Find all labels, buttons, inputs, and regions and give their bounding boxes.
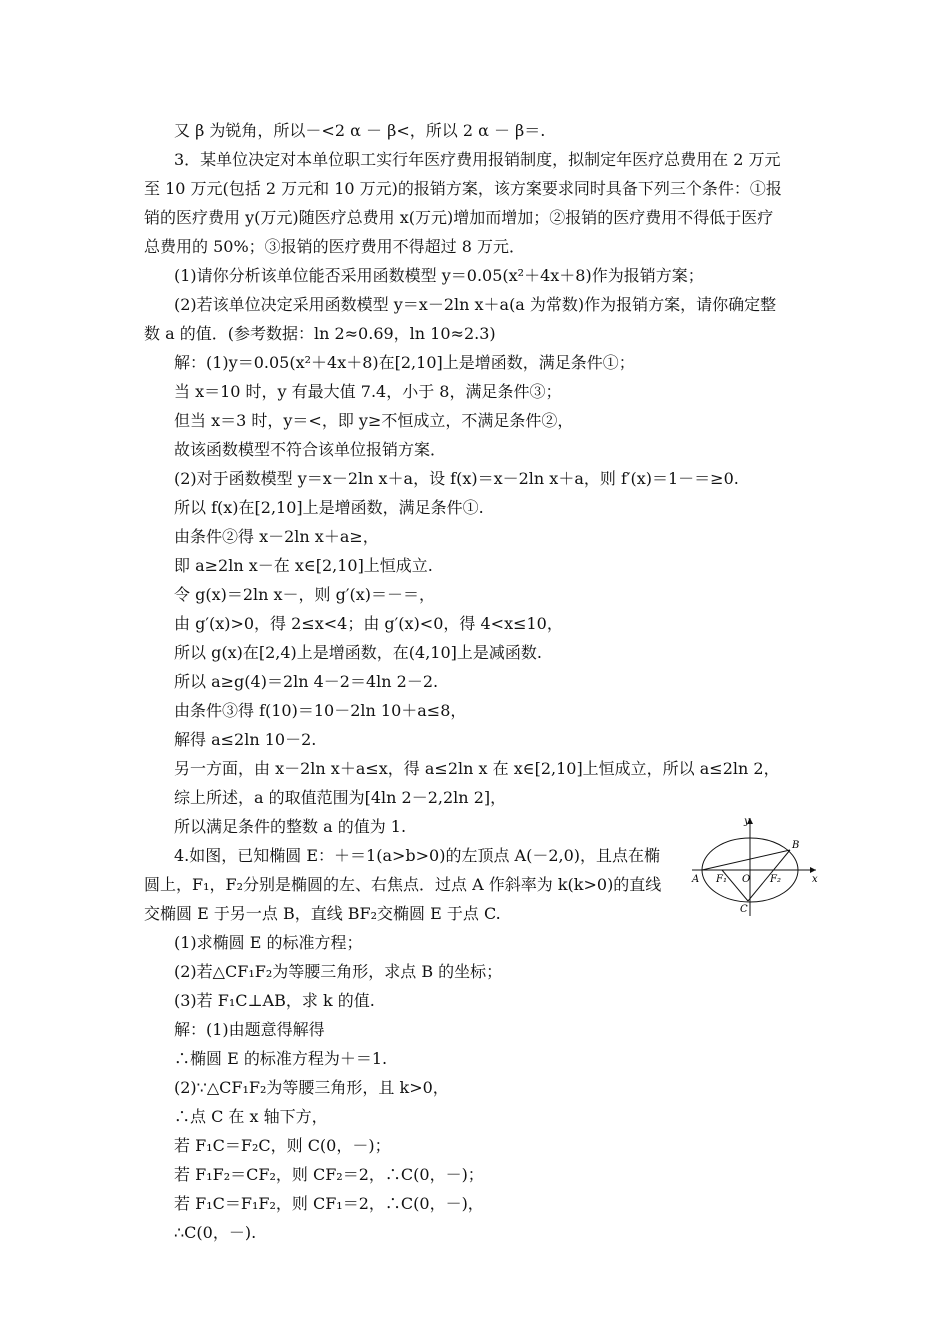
point-F2-label: F₂ <box>770 874 781 885</box>
question-line: (1)请你分析该单位能否采用函数模型 y＝0.05(x²＋4x＋8)作为报销方案； <box>174 266 704 285</box>
problem-3-line: 销的医疗费用 y(万元)随医疗总费用 x(万元)增加而增加；②报销的医疗费用不得低于医疗 <box>144 208 774 227</box>
ellipse-figure <box>690 810 820 918</box>
solution-line: 当 x＝10 时，y 有最大值 7.4，小于 8，满足条件③； <box>174 382 562 401</box>
solution-line: 由条件②得 x－2ln x＋a≥， <box>174 527 379 546</box>
solution-line: (2)∵△CF₁F₂为等腰三角形，且 k>0， <box>174 1078 449 1097</box>
question-line: (1)求椭圆 E 的标准方程； <box>174 933 363 952</box>
question-line: 数 a 的值．(参考数据：ln 2≈0.69，ln 10≈2.3) <box>144 324 496 343</box>
solution-line: 但当 x＝3 时，y＝<，即 y≥不恒成立，不满足条件②， <box>174 411 574 430</box>
solution-line: 另一方面，由 x－2ln x＋a≤x，得 a≤2ln x 在 x∈[2,10]上恒成立，所以 a≤2ln 2， <box>174 759 780 778</box>
solution-line: 所以 a≥g(4)＝2ln 4－2＝4ln 2－2. <box>174 672 439 691</box>
point-O-label: O <box>742 874 751 885</box>
solution-line: 若 F₁F₂＝CF₂，则 CF₂＝2，∴C(0，－)； <box>174 1165 484 1184</box>
x-axis-arrow-icon <box>810 867 816 873</box>
point-F1-label: F₁ <box>716 874 727 885</box>
point-A-label: A <box>692 874 700 885</box>
solution-line: 解：(1)由题意得解得 <box>174 1020 325 1039</box>
y-axis-label: y <box>744 816 750 827</box>
solution-line: 令 g(x)＝2ln x－，则 g′(x)＝－＝， <box>174 585 436 604</box>
solution-line: (2)对于函数模型 y＝x－2ln x＋a，设 f(x)＝x－2ln x＋a，则 f′(x)＝1－＝≥0. <box>174 469 739 488</box>
problem-4-line: 圆上，F₁，F₂分别是椭圆的左、右焦点．过点 A 作斜率为 k(k>0)的直线 <box>144 875 662 894</box>
solution-line: 所以 g(x)在[2,4)上是增函数，在(4,10]上是减函数. <box>174 643 542 662</box>
solution-line: ∴C(0，－). <box>174 1223 257 1242</box>
point-C-label: C <box>740 904 748 915</box>
problem-4-line: 交椭圆 E 于另一点 B，直线 BF₂交椭圆 E 于点 C. <box>144 904 501 923</box>
solution-line: 综上所述，a 的取值范围为[4ln 2－2,2ln 2]， <box>174 788 507 807</box>
solution-line: 解得 a≤2ln 10－2. <box>174 730 317 749</box>
problem-3-line: 至 10 万元(包括 2 万元和 10 万元)的报销方案，该方案要求同时具备下列三个条件：①报 <box>144 179 782 198</box>
point-B-label: B <box>792 840 800 851</box>
text-line: 又 β 为锐角，所以－<2 α － β<，所以 2 α － β＝. <box>174 121 546 140</box>
problem-4-line: 4.如图，已知椭圆 E：＋＝1(a>b>0)的左顶点 A(－2,0)，且点在椭 <box>174 846 661 865</box>
x-axis-label: x <box>812 874 818 885</box>
solution-line: 若 F₁C＝F₁F₂，则 CF₁＝2，∴C(0，－)， <box>174 1194 484 1213</box>
solution-line: ∴点 C 在 x 轴下方， <box>174 1107 328 1126</box>
question-line: (2)若该单位决定采用函数模型 y＝x－2ln x＋a(a 为常数)作为报销方案，请你确定整 <box>174 295 777 314</box>
solution-line: 若 F₁C＝F₂C，则 C(0，－)； <box>174 1136 391 1155</box>
question-line: (2)若△CF₁F₂为等腰三角形，求点 B 的坐标； <box>174 962 503 981</box>
solution-line: 由 g′(x)>0，得 2≤x<4；由 g′(x)<0，得 4<x≤10， <box>174 614 563 633</box>
solution-line: 所以 f(x)在[2,10]上是增函数，满足条件①. <box>174 498 484 517</box>
problem-3-line: 3．某单位决定对本单位职工实行年医疗费用报销制度，拟制定年医疗总费用在 2 万元 <box>174 150 781 169</box>
solution-line: 故该函数模型不符合该单位报销方案． <box>174 440 447 459</box>
line-AB <box>702 850 790 870</box>
solution-line: ∴椭圆 E 的标准方程为＋＝1. <box>174 1049 388 1068</box>
problem-3-line: 总费用的 50%；③报销的医疗费用不得超过 8 万元． <box>144 237 526 256</box>
question-line: (3)若 F₁C⊥AB，求 k 的值. <box>174 991 375 1010</box>
solution-line: 解：(1)y＝0.05(x²＋4x＋8)在[2,10]上是增函数，满足条件①； <box>174 353 635 372</box>
solution-line: 即 a≥2ln x－在 x∈[2,10]上恒成立. <box>174 556 433 575</box>
solution-line: 所以满足条件的整数 a 的值为 1. <box>174 817 407 836</box>
solution-line: 由条件③得 f(10)＝10－2ln 10＋a≤8， <box>174 701 467 720</box>
